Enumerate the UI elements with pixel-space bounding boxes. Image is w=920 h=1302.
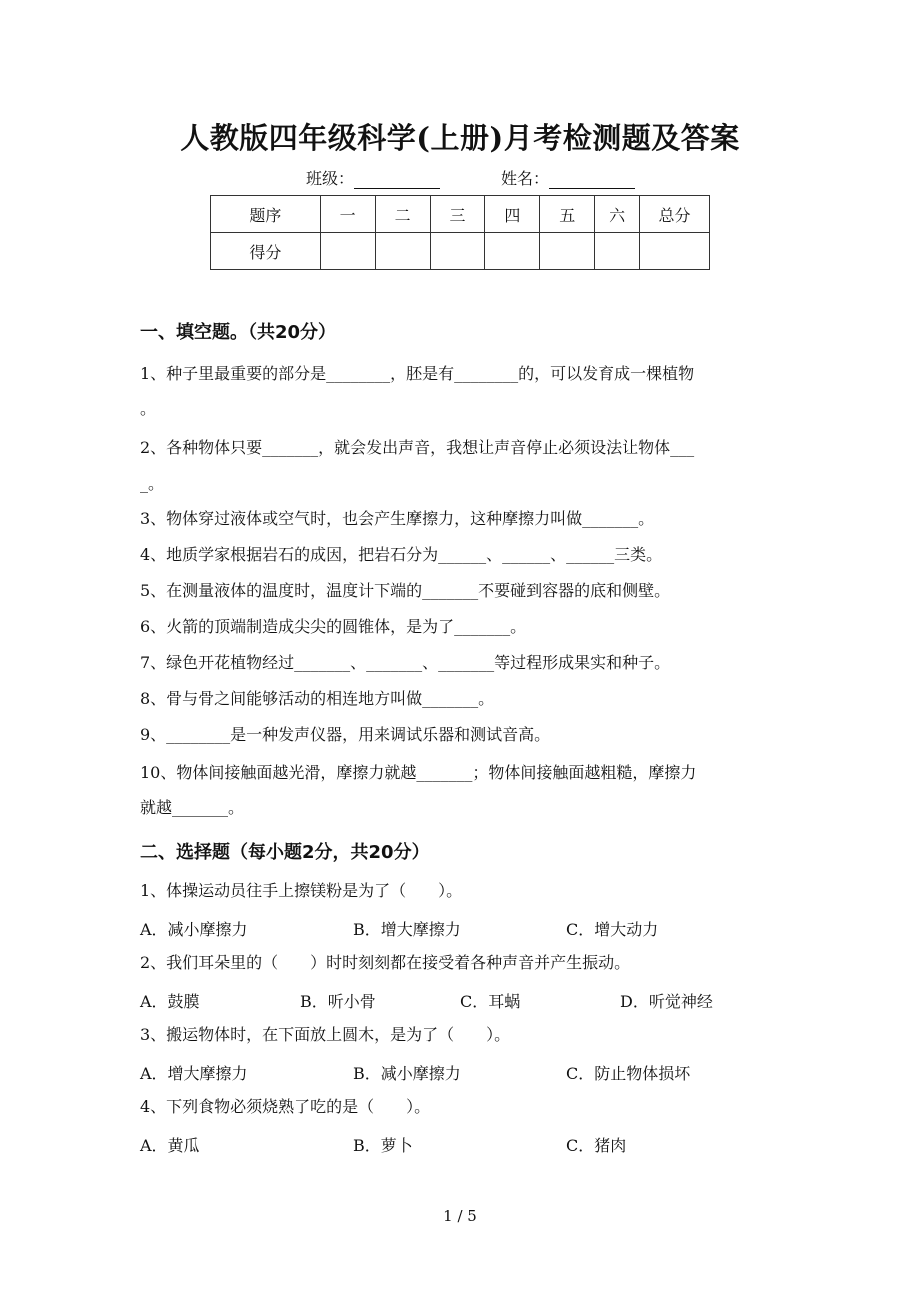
fill-blank-question: 2、各种物体只要_______，就会发出声音，我想让声音停止必须设法让物体___ [140, 438, 695, 457]
score-cell[interactable] [540, 233, 595, 270]
choice-option[interactable]: C．防止物体损坏 [566, 1064, 691, 1083]
fill-blank-question-cont: 就越_______。 [140, 798, 245, 817]
choice-option[interactable]: C．耳蜗 [460, 992, 521, 1011]
choice-option[interactable]: B．减小摩擦力 [353, 1064, 461, 1083]
choice-question-stem: 3、搬运物体时，在下面放上圆木，是为了（ ）。 [140, 1025, 511, 1044]
class-field [306, 166, 440, 189]
score-cell[interactable] [430, 233, 485, 270]
fill-blank-question: 7、绿色开花植物经过_______、_______、_______等过程形成果实和种子。 [140, 653, 671, 672]
section1-heading: 一、填空题。（共20分） [140, 322, 337, 343]
fill-blank-question: 4、地质学家根据岩石的成因，把岩石分为______、______、______三类。 [140, 545, 663, 564]
score-header-cell: 题序 [211, 196, 321, 233]
fill-blank-question: 5、在测量液体的温度时，温度计下端的_______不要碰到容器的底和侧壁。 [140, 581, 671, 600]
choice-option[interactable]: A．鼓膜 [140, 992, 200, 1011]
choice-option[interactable]: B．增大摩擦力 [353, 920, 461, 939]
choice-option[interactable]: A．减小摩擦力 [140, 920, 248, 939]
choice-option[interactable]: A．黄瓜 [140, 1136, 200, 1155]
document-title: 人教版四年级科学(上册)月考检测题及答案 [180, 121, 740, 155]
fill-blank-question: 6、火箭的顶端制造成尖尖的圆锥体，是为了_______。 [140, 617, 527, 636]
choice-option[interactable]: B．听小骨 [300, 992, 376, 1011]
name-label: 姓名： [501, 169, 550, 188]
fill-blank-question: 9、________是一种发声仪器，用来调试乐器和测试音高。 [140, 725, 551, 744]
choice-question-stem: 4、下列食物必须烧熟了吃的是（ ）。 [140, 1097, 431, 1116]
score-header-cell: 四 [485, 196, 540, 233]
score-cell[interactable] [595, 233, 640, 270]
name-blank[interactable] [549, 170, 635, 189]
score-table-score-row [211, 233, 710, 270]
choice-option[interactable]: C．增大动力 [566, 920, 659, 939]
score-table [210, 195, 710, 270]
section2-heading: 二、选择题（每小题2分，共20分） [140, 842, 430, 863]
class-label: 班级： [306, 169, 355, 188]
score-cell[interactable] [375, 233, 430, 270]
fill-blank-question-cont: 。 [140, 399, 157, 418]
choice-option[interactable]: B．萝卜 [353, 1136, 413, 1155]
score-header-cell: 总分 [640, 196, 710, 233]
choice-option[interactable]: C．猪肉 [566, 1136, 627, 1155]
fill-blank-question-cont: _。 [140, 474, 165, 493]
choice-option[interactable]: A．增大摩擦力 [140, 1064, 248, 1083]
score-cell[interactable] [320, 233, 375, 270]
choice-question-stem: 1、体操运动员往手上擦镁粉是为了（ ）。 [140, 881, 463, 900]
score-table-header-row [211, 196, 710, 233]
fill-blank-question: 10、物体间接触面越光滑，摩擦力就越_______；物体间接触面越粗糙，摩擦力 [140, 763, 697, 782]
score-cell[interactable] [640, 233, 710, 270]
score-header-cell: 六 [595, 196, 640, 233]
choice-option[interactable]: D．听觉神经 [620, 992, 713, 1011]
score-row-label: 得分 [211, 233, 321, 270]
score-header-cell: 三 [430, 196, 485, 233]
score-header-cell: 二 [375, 196, 430, 233]
name-field [501, 166, 635, 189]
choice-question-stem: 2、我们耳朵里的（ ）时时刻刻都在接受着各种声音并产生振动。 [140, 953, 631, 972]
fill-blank-question: 8、骨与骨之间能够活动的相连地方叫做_______。 [140, 689, 495, 708]
score-cell[interactable] [485, 233, 540, 270]
score-header-cell: 一 [320, 196, 375, 233]
fill-blank-question: 3、物体穿过液体或空气时，也会产生摩擦力，这种摩擦力叫做_______。 [140, 509, 655, 528]
page-number: 1 / 5 [443, 1207, 477, 1225]
fill-blank-question: 1、种子里最重要的部分是________，胚是有________的，可以发育成一棵植物 [140, 364, 695, 383]
score-header-cell: 五 [540, 196, 595, 233]
class-blank[interactable] [354, 170, 440, 189]
